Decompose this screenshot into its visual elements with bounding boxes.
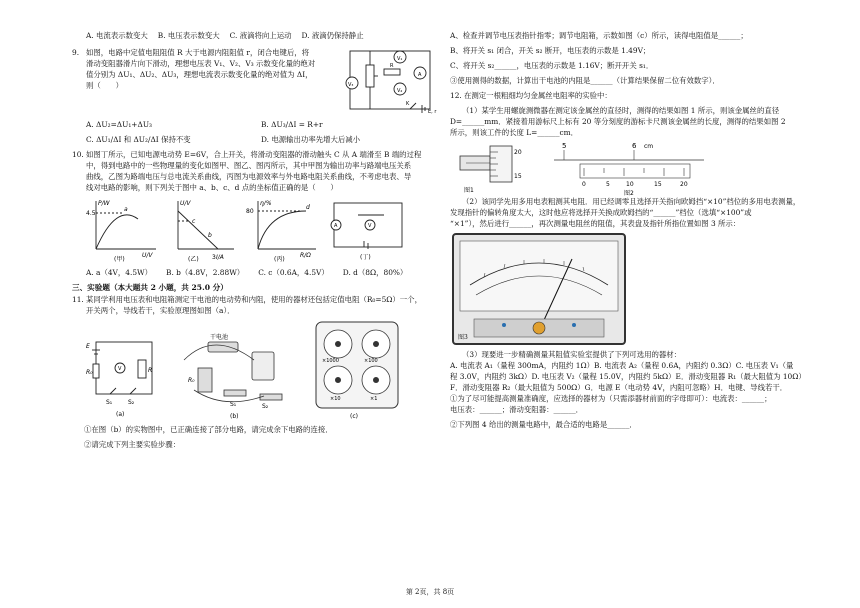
q8-option-a: A. 电流表示数变大: [86, 31, 148, 40]
question-9: [72, 47, 437, 145]
resistor-label: R: [148, 367, 153, 374]
q11-figures: [72, 320, 434, 420]
micrometer-tick: 20: [514, 149, 522, 156]
q9-option-a: A. ΔU₂=ΔU₁+ΔU₃: [86, 120, 153, 129]
q9-option-d: D. 电源输出功率先增大后减小: [261, 135, 361, 144]
x-axis-label: U/V: [142, 252, 153, 259]
step-a: A、检查并调节电压表指针指零；调节电阻箱，示数如图（c）所示，读得电阻值是______；: [450, 31, 748, 40]
q12-part3-line: F．滑动变阻器 R₂（最大阻值为 500Ω）G．电源 E（电动势 4V，内阻可忽略）H．电键、导线若干．: [450, 383, 788, 392]
s1-label: S₁: [106, 399, 113, 406]
q8-options: [72, 30, 434, 41]
graph-caption: (丁): [360, 254, 371, 261]
section-heading: 三、实验题（本大题共 2 小题，共 25.0 分）: [72, 283, 228, 292]
q8-option-c: C. 液滴将向上运动: [229, 31, 292, 40]
fig-b-caption: (b): [230, 413, 239, 420]
voltmeter-symbol: V: [368, 223, 372, 229]
micrometer-figure: [456, 140, 536, 196]
step-c: C、将开关 s₂______，电压表的示数是 1.16V；断开开关 s₁．: [450, 61, 654, 70]
left-column: [72, 30, 437, 450]
q10-line: 曲线，乙图为路端电压与总电流关系曲线，丙图为电源效率与外电路电阻关系曲线，不考虑电表、导: [86, 172, 412, 181]
q12-part2-line: （2）该同学先用多用电表粗测其电阻．用已经调零且选择开关指向欧姆挡“×10”档位的多用电表测量，: [462, 197, 801, 206]
q9-option-b: B. ΔU₃/ΔI = R+r: [261, 120, 323, 129]
step-3: ③使用测得的数据，计算出干电池的内阻是______（计算结果保留二位有效数字）．: [450, 76, 720, 85]
question-number: 11.: [72, 295, 84, 304]
right-column: [450, 30, 810, 430]
dial-label: ×100: [364, 358, 378, 364]
multimeter-dial-figure: [452, 233, 626, 345]
page-footer: 第 2页，共 8页: [405, 588, 455, 596]
question-number: 10.: [72, 150, 84, 159]
y-axis-label: η/%: [260, 200, 272, 207]
q10-option-d: D. d（8Ω，80%）: [342, 268, 408, 277]
point-a-label: a: [124, 206, 128, 213]
q12-part1-line: D=______mm．紧接着用游标尺上标有 20 等分刻度的游标卡尺测该金属丝的长度，测得的结果如图 2: [450, 117, 786, 126]
question-12: [450, 90, 810, 101]
s2-label: S₂: [262, 403, 269, 410]
point-d-label: d: [306, 204, 310, 211]
question-number: 12.: [450, 91, 462, 100]
fig-a-caption: (a): [116, 411, 125, 418]
q8-option-b: B. 电压表示数变大: [157, 31, 220, 40]
q11-circuit-a: [86, 330, 166, 420]
switch-label: K: [406, 101, 410, 107]
dial-label: ×10: [330, 396, 341, 402]
q11-real-circuit-b: [174, 330, 294, 420]
q11-resistance-box-c: [302, 320, 412, 420]
q9-line: 滑动变阻器滑片向下滑动，理想电压表 V₁、V₂、V₃ 示数变化量的绝对: [86, 59, 316, 68]
q11-line: 开关两个，导线若干，实验原理图如图（a）．: [86, 306, 235, 315]
ammeter-symbol: A: [334, 223, 338, 229]
voltmeter-label: V: [118, 366, 122, 372]
q12-part3-line: ②下列图 4 给出的测量电路中，最合适的电路是______．: [450, 420, 637, 429]
q9-option-c: C. ΔU₁/ΔI 和 ΔU₂/ΔI 保持不变: [86, 135, 191, 144]
q12-part3-line: 电压表：______；滑动变阻器：______．: [450, 405, 584, 414]
q10-option-b: B. b（4.8V，2.88W）: [166, 268, 245, 277]
q9-line: 值分别为 ΔU₁、ΔU₂、ΔU₃，理想电流表示数变化量的绝对值为 ΔI，: [86, 70, 313, 79]
x-axis-label: I/A: [216, 254, 224, 261]
q12-part1-line: 所示，则该工件的长度 L=______cm．: [450, 128, 579, 137]
fig1-caption: 图1: [464, 187, 474, 194]
v3-label: V₃: [348, 82, 354, 88]
dry-cell-label: 干电池: [210, 334, 229, 341]
q9-line: 如图，电路中定值电阻阻值 R 大于电源内阻阻值 r，闭合电键后，将: [86, 48, 310, 57]
caliper-main-tick: 6: [632, 142, 637, 150]
q10-graphs: [86, 197, 434, 263]
q10-option-a: A. a（4V，4.5W）: [86, 268, 153, 277]
ammeter-label: A: [418, 72, 422, 78]
q12-part3-line: （3）现要进一步精确测量其阻值实验室提供了下列可选用的器材：: [462, 350, 682, 359]
fig2-caption: 图2: [624, 190, 634, 196]
vernier-tick: 5: [606, 181, 610, 188]
q12-part2-line: “×1”），然后进行______，再次测量电阻丝的阻值，其表盘及指针所指位置如图 3 所示：: [450, 219, 741, 228]
dial-label: ×1000: [322, 358, 339, 364]
step-b: B、将开关 s₁ 闭合，开关 s₂ 断开，电压表的示数是 1.49V；: [450, 46, 651, 55]
y-axis-label: P/W: [98, 200, 110, 207]
question-11: [72, 294, 434, 316]
q12-part3-line: 程 3.0V，内阻约 3kΩ）D. 电压表 V₂（量程 15.0V，内阻约 5kΩ）E．滑动变阻器 R₁（最大阻值为 10Ω）: [450, 372, 806, 381]
emf-label: E: [86, 343, 90, 350]
graph-caption: (乙): [188, 256, 199, 263]
x-axis-label: R/Ω: [300, 252, 311, 259]
r0-label: R₀: [188, 377, 195, 384]
multimeter-scale: [454, 235, 624, 343]
circuit-ding: [328, 197, 408, 263]
dial-label: ×1: [370, 396, 378, 402]
y-value-label: 4.5: [86, 210, 96, 217]
q8-option-d: D. 液滴仍保持静止: [301, 31, 364, 40]
vernier-caliper-figure: [544, 140, 714, 196]
s1-label: S₁: [230, 401, 237, 408]
q11-sub2: ②请完成下列主要实验步骤：: [84, 440, 181, 449]
q11-sub1: ①在图（b）的实物图中，已正确连接了部分电路，请完成余下电路的连接．: [84, 425, 333, 434]
point-b-label: b: [208, 232, 212, 239]
vernier-tick: 20: [680, 181, 688, 188]
vernier-tick: 10: [626, 181, 634, 188]
question-number: 9.: [72, 48, 80, 57]
vernier-tick: 0: [582, 181, 586, 188]
q10-option-c: C. c（0.6A，4.5V）: [258, 268, 329, 277]
q11-line: 某同学利用电压表和电阻箱测定干电池的电动势和内阻，使用的器材还包括定值电阻（R₀=5Ω）一个，: [86, 295, 422, 304]
v2-label: V₂: [397, 88, 403, 94]
s2-label: S₂: [128, 399, 135, 406]
x-tick-label: 3: [212, 254, 216, 261]
question-10: [72, 149, 434, 278]
fig-c-caption: (c): [350, 413, 358, 420]
y-axis-label: U/V: [180, 200, 191, 207]
q12-part3-line: ①为了尽可能提高测量准确度，应选择的器材为（只需添器材前面的字母即可）：电流表：______；: [450, 394, 772, 403]
q12-measure-figures: [450, 140, 810, 196]
q12-part1-line: （1）某学生用螺旋测微器在测定该金属丝的直径时，测得的结果如图 1 所示，则该金属丝的直径: [462, 106, 780, 115]
fig3-caption: 图3: [458, 334, 468, 341]
y-value-label: 80: [246, 208, 254, 215]
micrometer-tick: 15: [514, 173, 522, 180]
q12-intro: 在测定一根粗细均匀金属丝电阻率的实验中：: [464, 91, 612, 100]
v1-label: V₁: [397, 56, 403, 62]
q10-options: [86, 267, 434, 278]
q9-line: 则（ ）: [86, 81, 123, 90]
point-c-label: c: [192, 218, 196, 225]
graph-caption: (甲): [114, 256, 125, 263]
graph-power-vs-voltage: [86, 197, 160, 263]
r0-label: R₀: [86, 369, 93, 376]
resistor-label: R: [390, 63, 394, 69]
q12-part3-line: A. 电流表 A₁（量程 300mA，内阻约 1Ω）B. 电流表 A₂（量程 0.6A，内阻约 0.3Ω）C. 电压表 V₁（量: [450, 361, 794, 370]
q12-part2-line: 发现指针的偏转角度太大，这时他应将选择开关换成欧姆挡的“______”档位（选填“×100”或: [450, 208, 752, 217]
graph-efficiency-vs-resistance: [246, 197, 320, 263]
caliper-unit: cm: [644, 143, 654, 150]
q9-circuit-diagram: [340, 43, 440, 115]
q10-line: 线对电路的影响，则下列关于图中 a、b、c、d 点的坐标值正确的是（ ）: [86, 183, 338, 192]
graph-caption: (丙): [274, 256, 285, 263]
q10-line: 中，得到电路中的一些物理量的变化如图甲、图乙、图丙所示，其中甲图为输出功率与路端电压关系: [86, 161, 412, 170]
vernier-tick: 15: [654, 181, 662, 188]
source-label: E, r: [428, 109, 437, 115]
caliper-main-tick: 5: [562, 142, 567, 150]
graph-voltage-vs-current: [168, 197, 238, 263]
q10-line: 如图丁所示，已知电源电动势 E=6V，合上开关，将滑动变阻器的滑动触头 C 从 A 端滑至 B 端的过程: [86, 150, 422, 159]
